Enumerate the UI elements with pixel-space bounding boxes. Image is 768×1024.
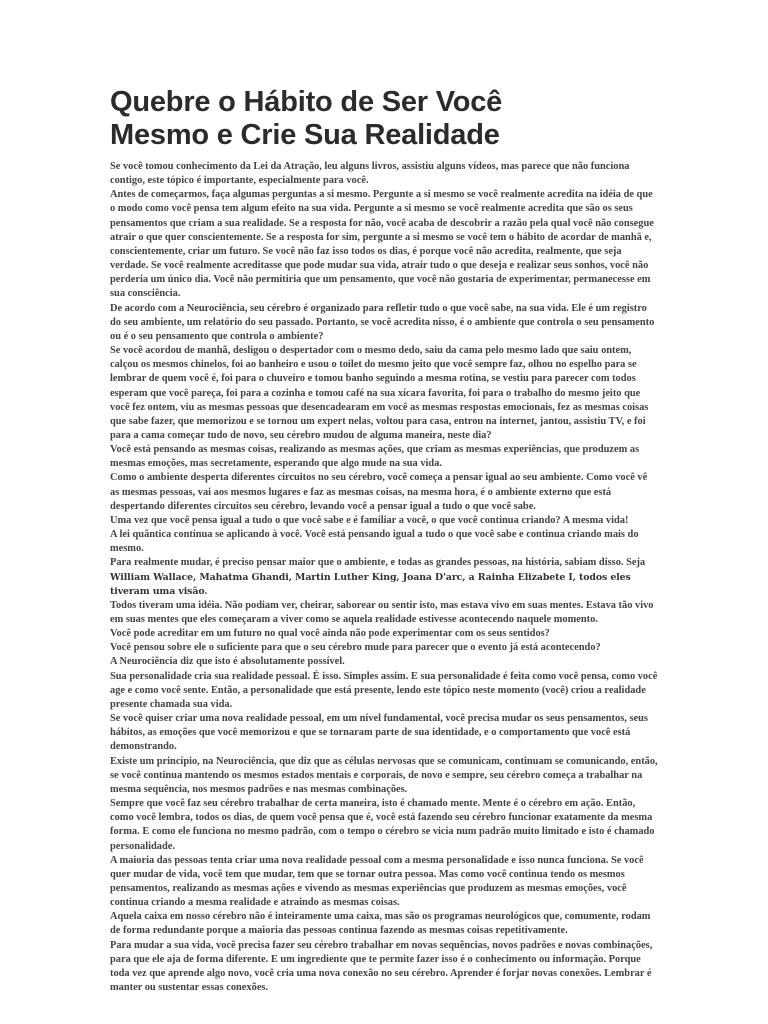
title-line-1: Quebre o Hábito de Ser Você [110, 86, 503, 118]
paragraph: Aquela caixa em nosso cérebro não é inteiramente uma caixa, mas são os programas neurológicos que, comumente, rodam de forma redundante porque a maioria das pessoas continua fazendo as mesmas coisas repetitivamente. [110, 911, 651, 937]
document-page [110, 86, 658, 995]
paragraph: Você pensou sobre ele o suficiente para que o seu cérebro mude para parecer que o evento já está acontecendo? [110, 642, 601, 654]
paragraph: Para mudar a sua vida, você precisa fazer seu cérebro trabalhar em novas sequências, novos padrões e novas combinações, para que ele aja de forma diferente. E um ingrediente que te permite fazer isso é o conhecimento ou informação. Porque toda vez que aprende algo novo, você cria uma nova conexão no seu cérebro. Aprender é forjar novas conexões. Lembrar é manter ou sustentar essas conexões. [110, 939, 653, 994]
paragraph: Sua personalidade cria sua realidade pessoal. É isso. Simples assim. E sua personalidade é feita como você pensa, como você age e como você sente. Então, a personalidade que está presente, lendo este tópico neste momento (você) criou a realidade presente chamada sua vida. [110, 670, 658, 710]
paragraph: Antes de começarmos, faça algumas perguntas a si mesmo. Pergunte a si mesmo se você realmente acredita na idéia de que o modo como você pensa tem algum efeito na sua vida. Pergunte a si mesmo se você realmente acredita que são os seus pensamentos que criam a sua realidade. Se a resposta for não, você acaba de descobrir a razão pela qual você não consegue atrair o que quer conscientemente. Se a resposta for sim, pergunte a si mesmo se você tem o hábito de acordar de manhã e, conscientemente, criar um futuro. Se você não faz isso todos os dias, é porque você não acredita, realmente, que seja verdade. Se você realmente acreditasse que pode mudar sua vida, atrair tudo o que deseja e realizar seus sonhos, você não perderia um único dia. Você não permitiria que um pensamento, que você não gostaria de experimentar, permanecesse em sua consciência. [110, 189, 654, 300]
document-title [110, 86, 658, 152]
paragraph: Você pode acreditar em um futuro no qual você ainda não pode experimentar com os seus sentidos? [110, 628, 550, 640]
paragraph: Sempre que você faz seu cérebro trabalhar de certa maneira, isto é chamado mente. Mente é o cérebro em ação. Então, como você lembra, todos os dias, de quem você pensa que é, você está fazendo seu cérebro funcionar exatamente da mesma forma. E como ele funciona no mesmo padrão, com o tempo o cérebro se vicia num padrão muito limitado e isto é chamado personalidade. [110, 798, 655, 852]
paragraph: Como o ambiente desperta diferentes circuitos no seu cérebro, você começa a pensar igual ao seu ambiente. Como você vê as mesmas pessoas, vai aos mesmos lugares e faz as mesmas coisas, na mesma hora, é o ambiente externo que está despertando diferentes circuitos seu cérebro, levando você a pensar igual a tudo o que você sabe. [110, 472, 648, 512]
paragraph: A lei quântica continua se aplicando à você. Você está pensando igual a tudo o que você sabe e continua criando mais do mesmo. [110, 529, 639, 555]
paragraph: Se você acordou de manhã, desligou o despertador com o mesmo dedo, saiu da cama pelo mesmo lado que saiu ontem, calçou os mesmos chinelos, foi ao banheiro e usou o toilet do mesmo jeito que você sempre faz, olhou no espelho para se lembrar de quem você é, foi para o chuveiro e tomou banho seguindo a mesma rotina, se vestiu para parecer com todos esperam que você pareça, foi para a cozinha e tomou café na sua xícara favorita, foi para o trabalho do mesmo jeito que você fez ontem, viu as mesmas pessoas que desencadearam em você as mesmas respostas emocionais, fez as mesmas coisas que sabe fazer, que memorizou e se tornou um expert nelas, voltou para casa, entrou na internet, jantou, assistiu TV, e foi para a cama começar tudo de novo, seu cérebro mudou de alguma maneira, neste dia? [110, 345, 649, 441]
paragraph-with-names [110, 556, 658, 627]
paragraph: Se você tomou conhecimento da Lei da Atração, leu alguns livros, assistiu alguns vídeos, mas parece que não funciona contigo, este tópico é importante, especialmente para você. [110, 161, 630, 187]
paragraph: A maioria das pessoas tenta criar uma nova realidade pessoal com a mesma personalidade e isso nunca funciona. Se você quer mudar de vida, você tem que mudar, tem que se tornar outra pessoa. Mas como você continua tendo os mesmos pensamentos, realizando as mesmas ações e vivendo as mesmas experiências que produzem as mesmas emoções, você continua criando a mesma realidade e atraindo as mesmas coisas. [110, 854, 644, 909]
title-line-2: Mesmo e Crie Sua Realidade [110, 119, 500, 151]
paragraph: De acordo com a Neurociência, seu cérebro é organizado para refletir tudo o que você sabe, na sua vida. Ele é um registro do seu ambiente, um relatório do seu passado. Portanto, se você acredita nisso, é o ambiente que controla o seu pensamento ou é o seu pensamento que controla o ambiente? [110, 302, 655, 342]
names-period: . [204, 585, 208, 597]
paragraph: A Neurociência diz que isto é absolutamente possível. [110, 656, 345, 668]
paragraph: Uma vez que você pensa igual a tudo o que você sabe e é familiar a você, o que você continua criando? A mesma vida! [110, 514, 629, 526]
paragraph-text: Todos tiveram uma idéia. Não podiam ver, cheirar, saborear ou sentir isto, mas estava vivo em suas mentes. Estava tão vivo em suas mentes que eles começaram a viver como se aquela realidade estivesse acontecendo naquele momento. [110, 599, 654, 625]
paragraph: Você está pensando as mesmas coisas, realizando as mesmas ações, que criam as mesmas experiências, que produzem as mesmas emoções, mas secretamente, esperando que algo mude na sua vida. [110, 444, 640, 470]
document-body [110, 160, 658, 995]
paragraph: Se você quiser criar uma nova realidade pessoal, em um nível fundamental, você precisa mudar os seus pensamentos, seus hábitos, as emoções que você memorizou e que se tornaram parte de sua identidade, e o comportamento que você está demonstrando. [110, 713, 648, 753]
paragraph-text: Para realmente mudar, é preciso pensar maior que o ambiente, e todas as grandes pessoas, na história, sabiam disso. Seja [110, 557, 646, 569]
historical-names: William Wallace, Mahatma Ghandi, Martin Luther King, Joana D'arc, a Rainha Elizabete I, todos eles tiveram uma visão [110, 571, 631, 597]
paragraph: Existe um princípio, na Neurociência, que diz que as células nervosas que se comunicam, continuam se comunicando, então, se você continua mantendo os mesmos estados mentais e corporais, de novo e sempre, seu cérebro começa a trabalhar na mesma sequência, nos mesmos padrões e nas mesmas combinações. [110, 755, 658, 795]
